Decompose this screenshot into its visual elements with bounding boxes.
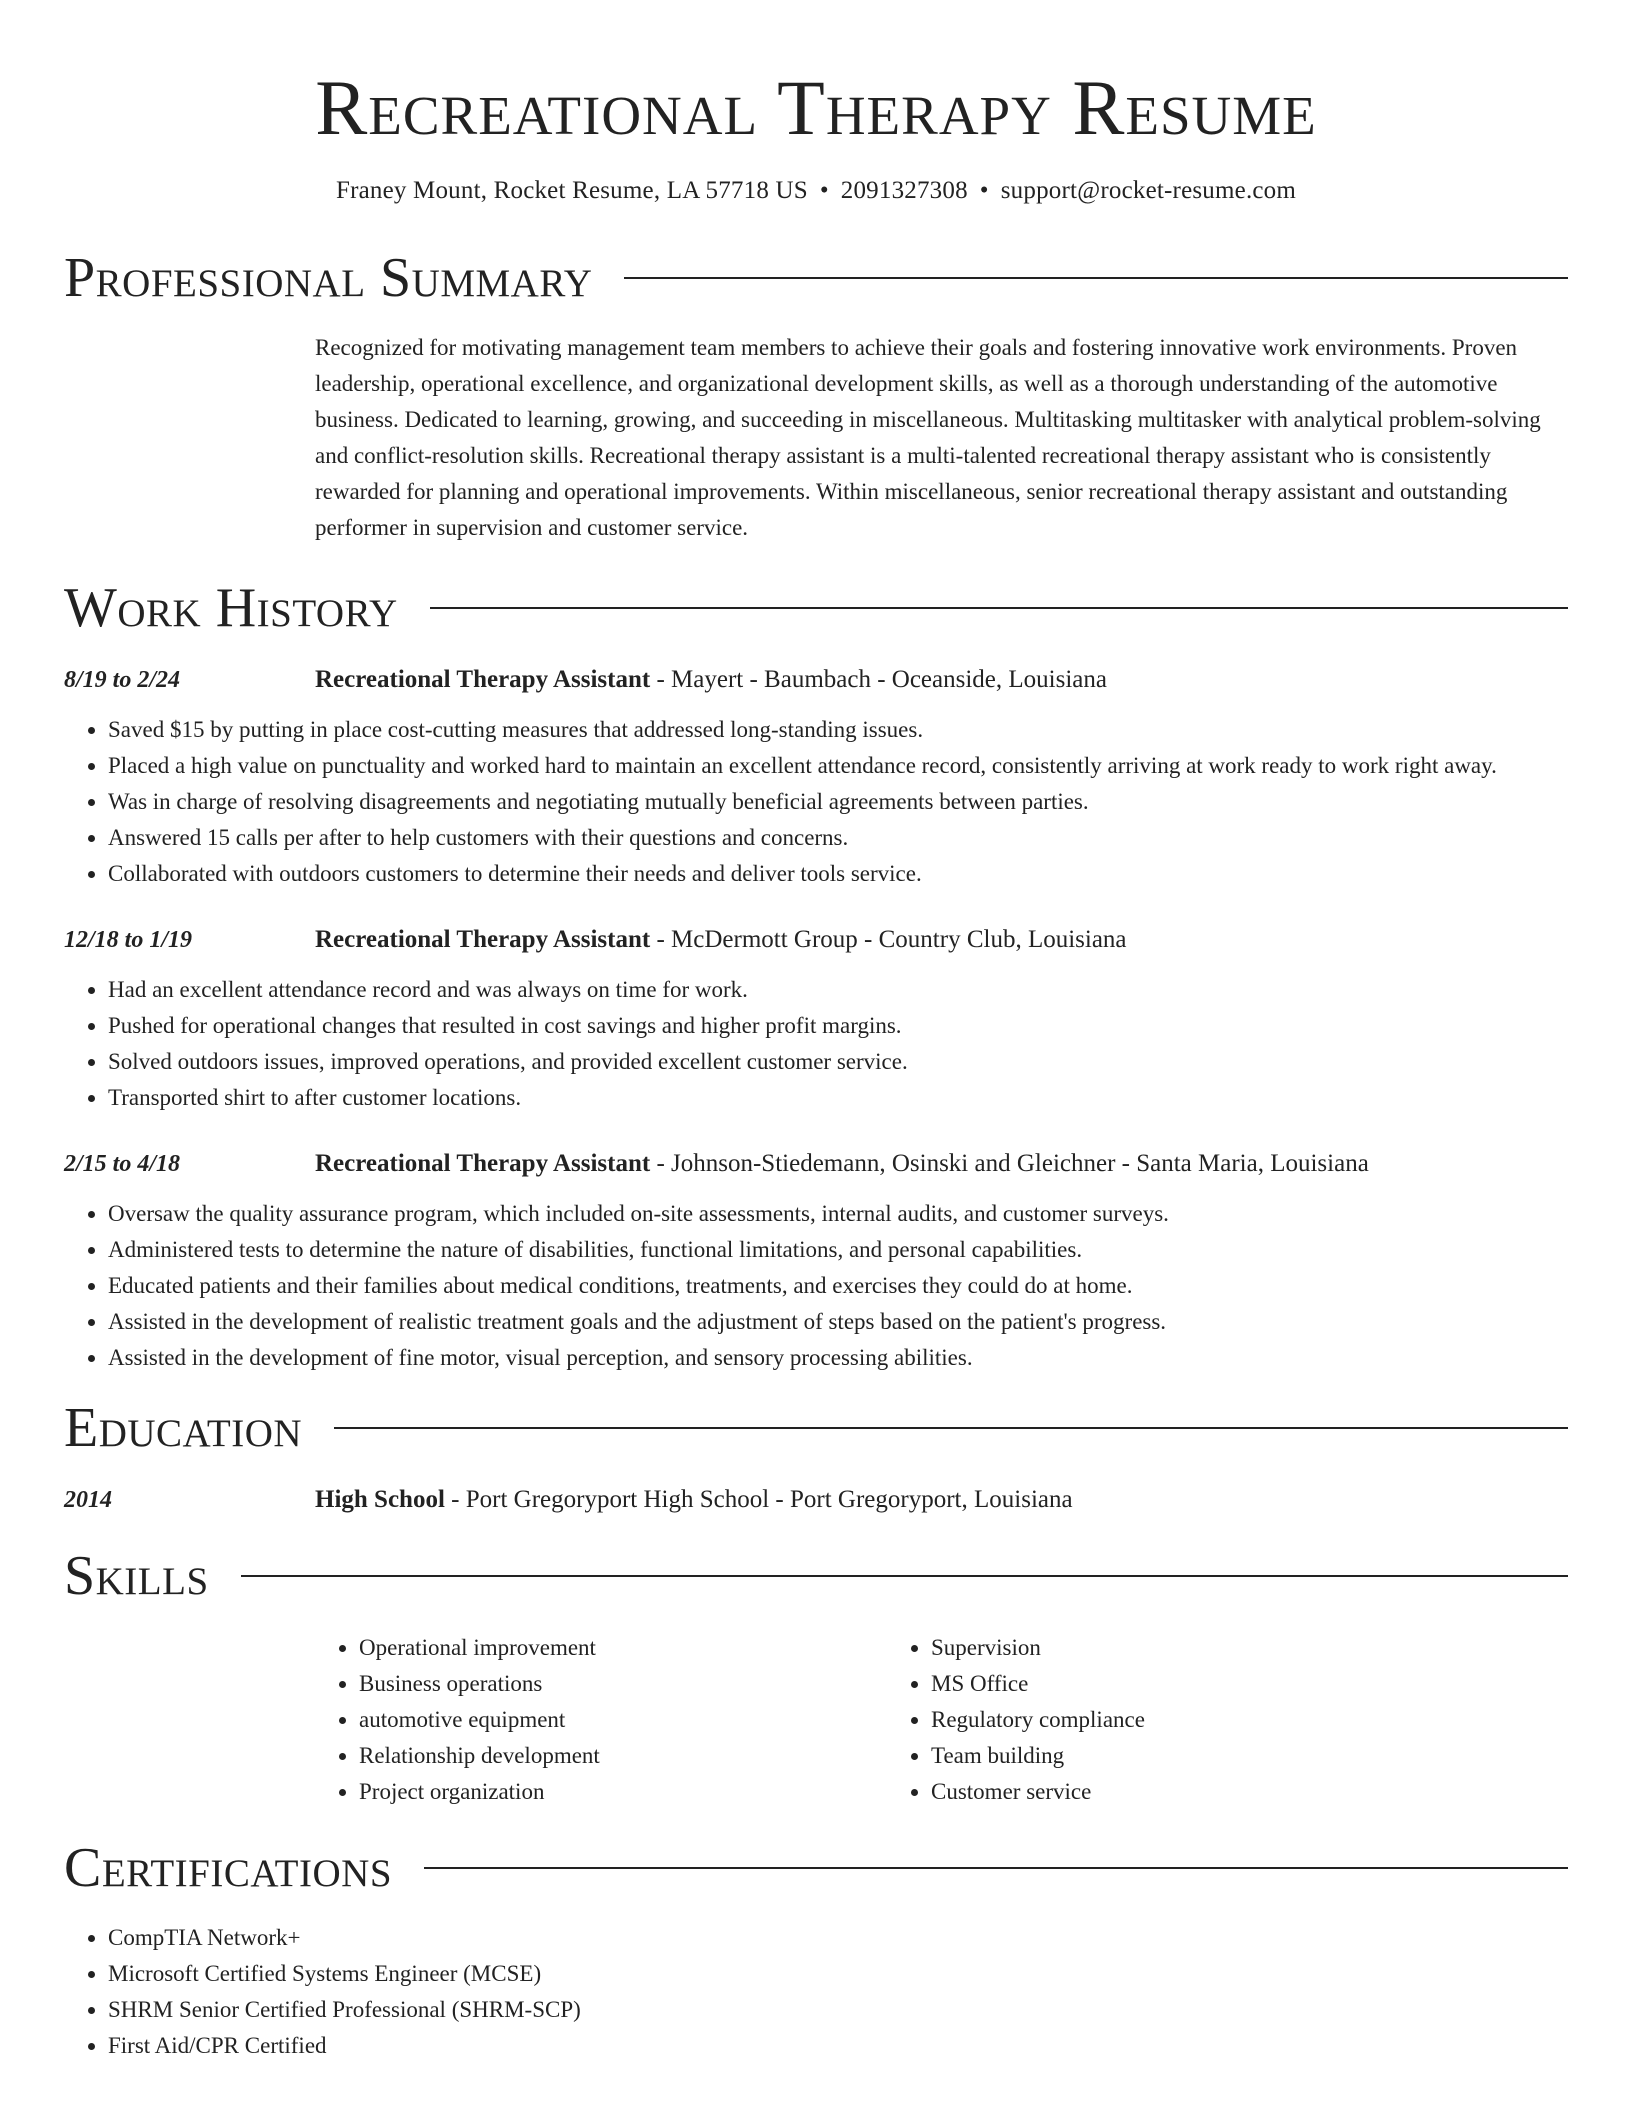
list-item: • SHRM Senior Certified Professional (SHRM-SCP) bbox=[108, 1992, 1568, 2028]
job-entry bbox=[64, 662, 1568, 892]
resume-page bbox=[64, 0, 1568, 2064]
job-role-line bbox=[315, 1146, 1369, 1182]
section-divider bbox=[624, 277, 1568, 279]
list-item: • Answered 15 calls per after to help customers with their questions and concerns. bbox=[108, 820, 1568, 856]
skills-section-header bbox=[64, 1544, 1568, 1608]
list-item: • Had an excellent attendance record and was always on time for work. bbox=[108, 972, 1568, 1008]
list-item: • Microsoft Certified Systems Engineer (MCSE) bbox=[108, 1956, 1568, 1992]
certifications-heading: Certifications bbox=[64, 1837, 393, 1899]
job-dates: 12/18 to 1/19 bbox=[64, 927, 193, 953]
list-item: • CompTIA Network+ bbox=[108, 1920, 1568, 1956]
contact-separator: • bbox=[819, 177, 829, 204]
job-details: - Mayert - Baumbach - Oceanside, Louisiana bbox=[650, 666, 1107, 693]
list-item: • Customer service bbox=[931, 1774, 1459, 1810]
list-item: • Oversaw the quality assurance program, which included on-site assessments, internal audits, and customer surveys. bbox=[108, 1196, 1568, 1232]
education-heading: Education bbox=[64, 1397, 303, 1459]
summary-text: Recognized for motivating management team members to achieve their goals and fostering innovative work environments. Proven leadership, operational excellence, and organizational development skills, as well as a thorough understanding of the automotive business. Dedicated to learning, growing, and succeeding in miscellaneous. Multitasking multitasker with analytical problem-solving and conflict-resolution skills. Recreational therapy assistant is a multi-talented recreational therapy assistant who is consistently rewarded for planning and operational improvements. Within miscellaneous, senior recreational therapy assistant and outstanding performer in supervision and customer service. bbox=[315, 335, 1541, 540]
skills-column-left bbox=[315, 1630, 887, 1810]
section-divider bbox=[430, 607, 1568, 609]
list-item: • Assisted in the development of fine motor, visual perception, and sensory processing abilities. bbox=[108, 1340, 1568, 1376]
list-item: • First Aid/CPR Certified bbox=[108, 2028, 1568, 2064]
education-line bbox=[315, 1482, 1073, 1518]
list-item: • Administered tests to determine the nature of disabilities, functional limitations, and personal capabilities. bbox=[108, 1232, 1568, 1268]
summary-heading: Professional Summary bbox=[64, 247, 593, 309]
contact-address: Franey Mount, Rocket Resume, LA 57718 US bbox=[335, 177, 808, 204]
list-item: • Supervision bbox=[931, 1630, 1459, 1666]
list-item: • automotive equipment bbox=[359, 1702, 887, 1738]
list-item: • Was in charge of resolving disagreements and negotiating mutually beneficial agreements between parties. bbox=[108, 784, 1568, 820]
work-section-header bbox=[64, 576, 1568, 640]
contact-separator: • bbox=[979, 177, 989, 204]
education-degree: High School bbox=[315, 1486, 445, 1513]
list-item: • Placed a high value on punctuality and worked hard to maintain an excellent attendance record, consistently arriving at work ready to work right away. bbox=[108, 748, 1568, 784]
section-divider bbox=[241, 1575, 1568, 1577]
skills-grid bbox=[315, 1630, 1568, 1810]
education-section-header bbox=[64, 1396, 1568, 1460]
job-header bbox=[64, 1146, 1568, 1182]
skills-column-right bbox=[887, 1630, 1459, 1810]
list-item: • MS Office bbox=[931, 1666, 1459, 1702]
resume-title: Recreational Therapy Resume bbox=[315, 64, 1317, 151]
list-item: • Solved outdoors issues, improved operations, and provided excellent customer service. bbox=[108, 1044, 1568, 1080]
job-entry bbox=[64, 1146, 1568, 1376]
job-title: Recreational Therapy Assistant bbox=[315, 666, 651, 693]
job-details: - Johnson-Stiedemann, Osinski and Gleichner - Santa Maria, Louisiana bbox=[650, 1150, 1369, 1177]
job-role-line bbox=[315, 922, 1127, 958]
job-entry bbox=[64, 922, 1568, 1116]
list-item: • Collaborated with outdoors customers to determine their needs and deliver tools service. bbox=[108, 856, 1568, 892]
job-header bbox=[64, 662, 1568, 698]
job-bullets bbox=[64, 1196, 1568, 1376]
job-details: - McDermott Group - Country Club, Louisiana bbox=[650, 926, 1127, 953]
job-header bbox=[64, 922, 1568, 958]
job-dates: 8/19 to 2/24 bbox=[64, 667, 181, 693]
list-item: • Project organization bbox=[359, 1774, 887, 1810]
list-item: • Operational improvement bbox=[359, 1630, 887, 1666]
list-item: • Saved $15 by putting in place cost-cutting measures that addressed long-standing issues. bbox=[108, 712, 1568, 748]
contact-line bbox=[64, 174, 1568, 208]
list-item: • Relationship development bbox=[359, 1738, 887, 1774]
work-history-list bbox=[64, 662, 1568, 1376]
education-year: 2014 bbox=[64, 1487, 112, 1513]
list-item: • Business operations bbox=[359, 1666, 887, 1702]
summary-section-header bbox=[64, 246, 1568, 310]
education-details: - Port Gregoryport High School - Port Gregoryport, Louisiana bbox=[444, 1486, 1073, 1513]
job-bullets bbox=[64, 712, 1568, 892]
list-item: • Pushed for operational changes that resulted in cost savings and higher profit margins. bbox=[108, 1008, 1568, 1044]
work-heading: Work History bbox=[64, 577, 398, 639]
contact-email[interactable]: support@rocket-resume.com bbox=[1000, 177, 1297, 204]
list-item: • Regulatory compliance bbox=[931, 1702, 1459, 1738]
skills-heading: Skills bbox=[64, 1545, 209, 1607]
job-title: Recreational Therapy Assistant bbox=[315, 1150, 651, 1177]
job-role-line bbox=[315, 662, 1107, 698]
list-item: • Educated patients and their families about medical conditions, treatments, and exercises they could do at home. bbox=[108, 1268, 1568, 1304]
certifications-section-header bbox=[64, 1836, 1568, 1900]
education-entry bbox=[64, 1482, 1568, 1518]
contact-phone: 2091327308 bbox=[840, 177, 968, 204]
list-item: • Team building bbox=[931, 1738, 1459, 1774]
job-title: Recreational Therapy Assistant bbox=[315, 926, 651, 953]
job-dates: 2/15 to 4/18 bbox=[64, 1151, 181, 1177]
section-divider bbox=[334, 1427, 1568, 1429]
certifications-list bbox=[64, 1920, 1568, 2064]
job-bullets bbox=[64, 972, 1568, 1116]
section-divider bbox=[424, 1867, 1568, 1869]
list-item: • Assisted in the development of realistic treatment goals and the adjustment of steps based on the patient's progress. bbox=[108, 1304, 1568, 1340]
list-item: • Transported shirt to after customer locations. bbox=[108, 1080, 1568, 1116]
